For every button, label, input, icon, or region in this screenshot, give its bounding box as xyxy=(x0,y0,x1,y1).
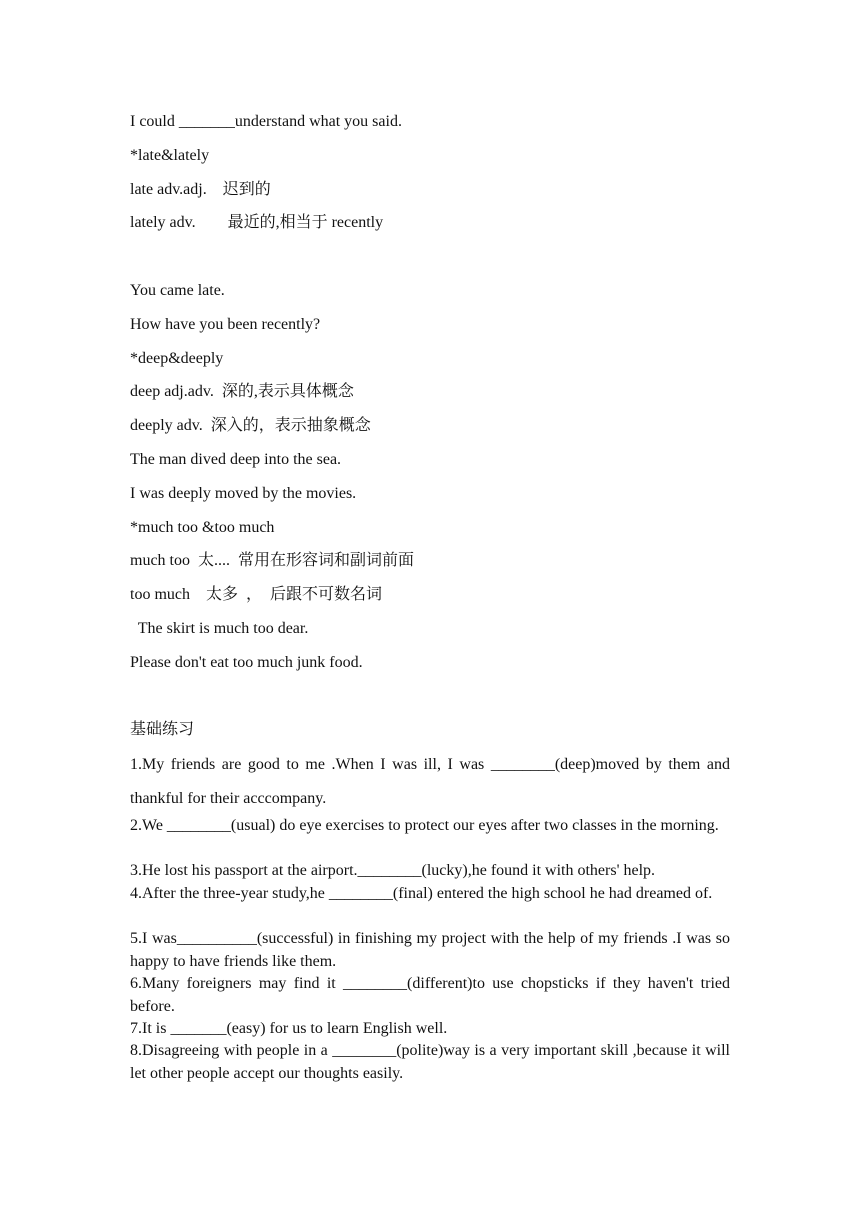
example-sentence: The skirt is much too dear. xyxy=(130,620,309,637)
exercise-item: 2.We ________(usual) do eye exercises to protect our eyes after two classes in the morning. xyxy=(130,817,719,834)
note-line: late adv.adj. 迟到的 xyxy=(130,181,271,198)
example-sentence: Please don't eat too much junk food. xyxy=(130,654,363,671)
note-line: deeply adv. 深入的，表示抽象概念 xyxy=(130,417,371,434)
note-line: deep adj.adv. 深的,表示具体概念 xyxy=(130,383,354,400)
exercise-item: 4.After the three-year study,he ________(final) entered the high school he had dreamed of. xyxy=(130,885,713,902)
exercise-item: 7.It is _______(easy) for us to learn English well. xyxy=(130,1020,448,1037)
section-title: 基础练习 xyxy=(130,721,195,738)
example-sentence: How have you been recently? xyxy=(130,316,321,333)
exercise-item: 5.I was__________(successful) in finishing my project with the help of my friends .I was so happy to have friends like them. xyxy=(130,930,730,970)
note-heading: *late&lately xyxy=(130,147,210,164)
example-sentence: The man dived deep into the sea. xyxy=(130,451,342,468)
note-line: lately adv. 最近的,相当于 recently xyxy=(130,214,384,231)
exercise-item: 3.He lost his passport at the airport.________(lucky),he found it with others' help. xyxy=(130,862,656,879)
exercise-item: 1.My friends are good to me .When I was ill, I was ________(deep)moved by them and thankful for their acccompany. xyxy=(130,756,730,807)
note-line: too much 太多 ， 后跟不可数名词 xyxy=(130,586,382,603)
note-heading: *much too &too much xyxy=(130,519,275,536)
example-sentence: I was deeply moved by the movies. xyxy=(130,485,357,502)
exercise-item: 6.Many foreigners may find it ________(different)to use chopsticks if they haven't tried before. xyxy=(130,975,730,1015)
note-line: I could _______understand what you said. xyxy=(130,113,402,130)
note-heading: *deep&deeply xyxy=(130,350,224,367)
example-sentence: You came late. xyxy=(130,282,225,299)
exercise-item: 8.Disagreeing with people in a ________(polite)way is a very important skill ,because it will let other people accept our thoughts easily. xyxy=(130,1042,730,1082)
note-line: much too 太.... 常用在形容词和副词前面 xyxy=(130,552,414,569)
